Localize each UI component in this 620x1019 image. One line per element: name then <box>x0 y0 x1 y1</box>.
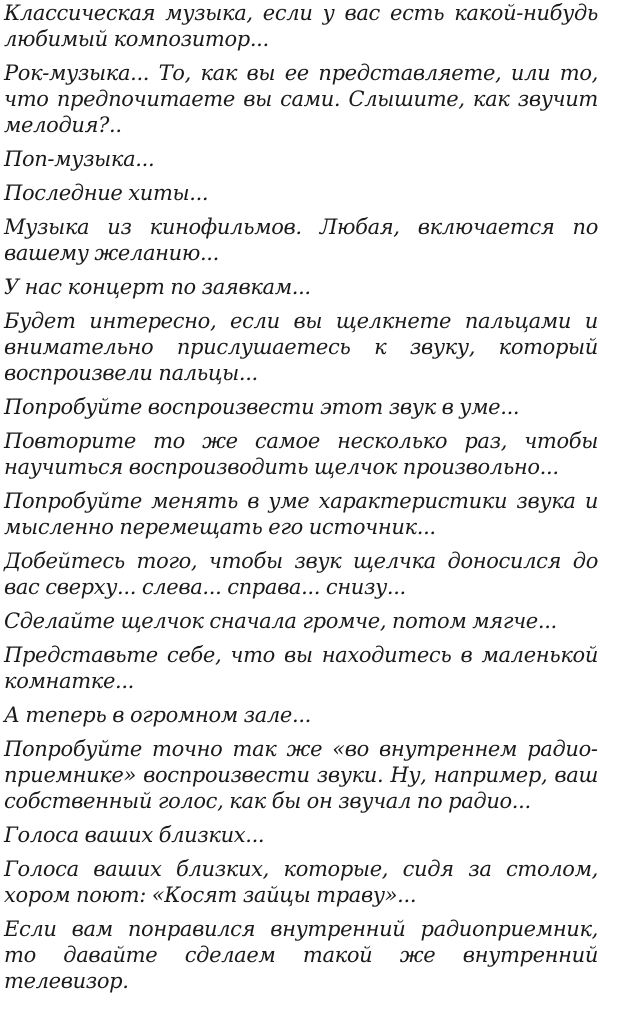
paragraph-choir: Голоса ваших близких, которые, сидя за столом, хором поют: «Косят зайцы траву»... <box>4 857 598 907</box>
paragraph-big-hall: А теперь в огромном зале... <box>4 703 311 727</box>
paragraph-directions: Добейтесь того, чтобы звук щелчка доносился до вас сверху... слева... справа... снизу... <box>4 549 598 599</box>
paragraph-family-voices: Голоса ваших близких... <box>4 823 265 847</box>
paragraph-inner-radio: Попробуйте точно так же «во внутреннем радиоприемнике» воспроизвести звуки. Ну, например, ваш собственный голос, как бы он звучал по радио... <box>4 737 598 813</box>
paragraph-rock-music: Рок-музыка... То, как вы ее представляете, или то, что предпочитаете вы сами. Слышите, как звучит мелодия?.. <box>4 61 598 137</box>
paragraph-louder-softer: Сделайте щелчок сначала громче, потом мягче... <box>4 609 557 633</box>
paragraph-inner-tv: Если вам понравился внутренний радиоприемник, то давайте сделаем такой же внутренний телевизор. <box>4 917 598 993</box>
paragraph-change-characteristics: Попробуйте менять в уме характеристики звука и мысленно перемещать его источник... <box>4 489 598 539</box>
paragraph-latest-hits: Последние хиты... <box>4 181 209 205</box>
paragraph-small-room: Представьте себе, что вы находитесь в маленькой комнатке... <box>4 643 598 693</box>
paragraph-finger-snap: Будет интересно, если вы щелкнете пальцами и внимательно прислушаетесь к звуку, который воспроизвели пальцы... <box>4 309 598 385</box>
paragraph-reproduce-sound: Попробуйте воспроизвести этот звук в уме... <box>4 395 520 419</box>
paragraph-pop-music: Поп-музыка... <box>4 147 155 171</box>
paragraph-request-concert: У нас концерт по заявкам... <box>4 275 311 299</box>
paragraph-film-music: Музыка из кинофильмов. Любая, включается по вашему желанию... <box>4 215 598 265</box>
paragraph-repeat: Повторите то же самое несколько раз, чтобы научиться воспроизводить щелчок произвольно... <box>4 429 598 479</box>
paragraph-classical-music: Классическая музыка, если у вас есть какой-нибудь любимый композитор... <box>4 1 598 51</box>
